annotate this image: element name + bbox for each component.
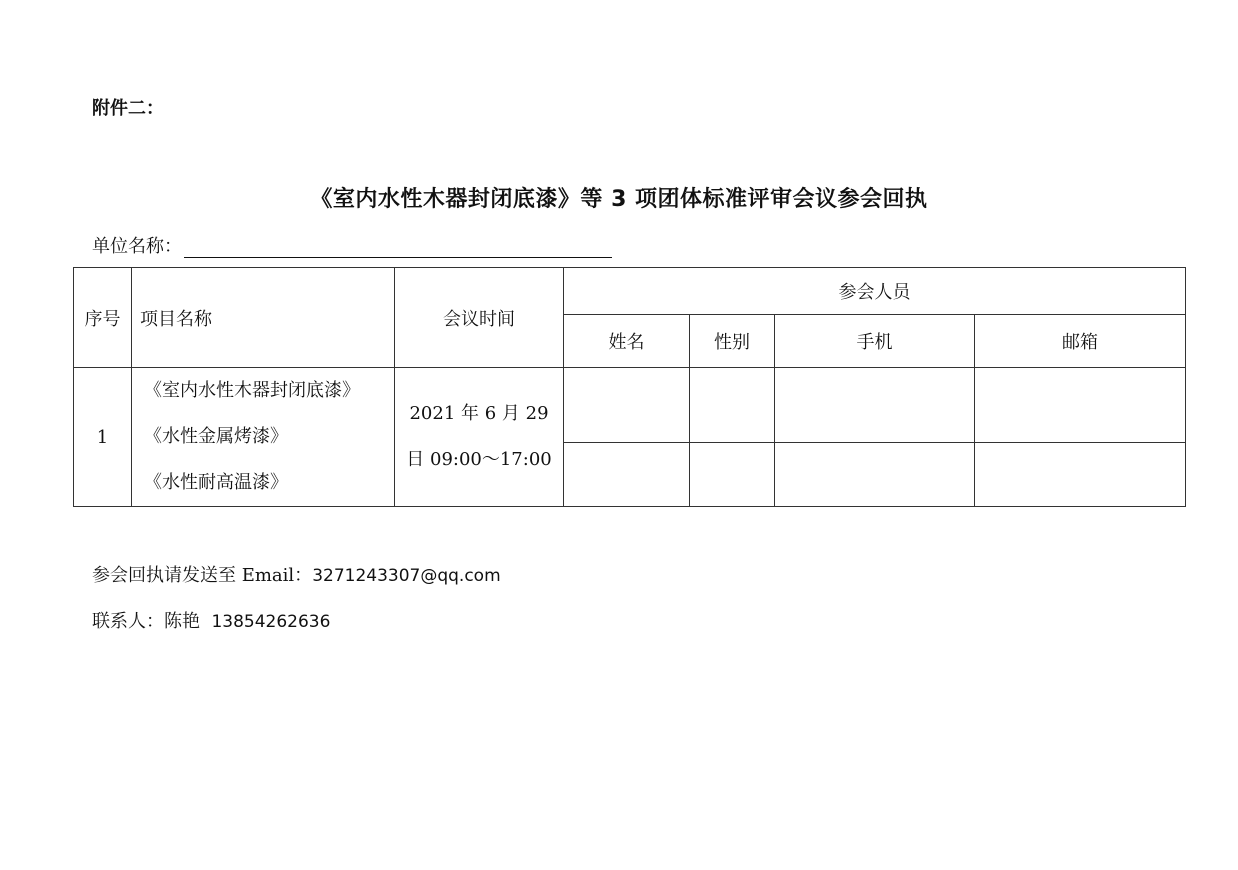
name-cell[interactable] bbox=[564, 368, 690, 443]
contact-label: 联系人：陈艳 bbox=[92, 611, 200, 632]
project-item: 《水性耐高温漆》 bbox=[144, 472, 288, 493]
page-title: 《室内水性木器封闭底漆》等 3 项团体标准评审会议参会回执 bbox=[310, 187, 928, 212]
row-projects bbox=[132, 368, 395, 507]
contact-phone: 13854262636 bbox=[211, 612, 331, 632]
name-cell[interactable] bbox=[564, 443, 690, 507]
send-label: 参会回执请发送至 Email： bbox=[92, 565, 313, 586]
header-email: 邮箱 bbox=[975, 315, 1186, 368]
attachment-label: 附件二： bbox=[92, 98, 164, 119]
email-cell[interactable] bbox=[975, 368, 1186, 443]
row-time bbox=[395, 368, 564, 507]
gender-cell[interactable] bbox=[690, 368, 775, 443]
phone-cell[interactable] bbox=[775, 368, 975, 443]
meeting-date: 2021 年 6 月 29 bbox=[409, 403, 549, 424]
header-name: 姓名 bbox=[564, 315, 690, 368]
table-header-row bbox=[74, 268, 1186, 315]
header-gender: 性别 bbox=[690, 315, 775, 368]
email-address: 3271243307@qq.com bbox=[312, 566, 501, 586]
header-project: 项目名称 bbox=[132, 268, 395, 368]
gender-cell[interactable] bbox=[690, 443, 775, 507]
phone-cell[interactable] bbox=[775, 443, 975, 507]
project-item: 《室内水性木器封闭底漆》 bbox=[144, 380, 360, 401]
unit-name-line bbox=[92, 232, 612, 258]
header-seq: 序号 bbox=[74, 268, 132, 368]
header-time: 会议时间 bbox=[395, 268, 564, 368]
email-cell[interactable] bbox=[975, 443, 1186, 507]
unit-name-blank bbox=[184, 237, 612, 258]
meeting-hours: 日 09:00～17:00 bbox=[406, 449, 552, 470]
receipt-table bbox=[73, 267, 1186, 507]
unit-name-label: 单位名称： bbox=[92, 236, 182, 257]
header-participants: 参会人员 bbox=[564, 268, 1186, 315]
send-instruction bbox=[92, 561, 501, 587]
contact-line bbox=[92, 607, 330, 633]
project-item: 《水性金属烤漆》 bbox=[144, 426, 288, 447]
header-phone: 手机 bbox=[775, 315, 975, 368]
table-row bbox=[74, 368, 1186, 443]
row-seq: 1 bbox=[74, 368, 132, 507]
